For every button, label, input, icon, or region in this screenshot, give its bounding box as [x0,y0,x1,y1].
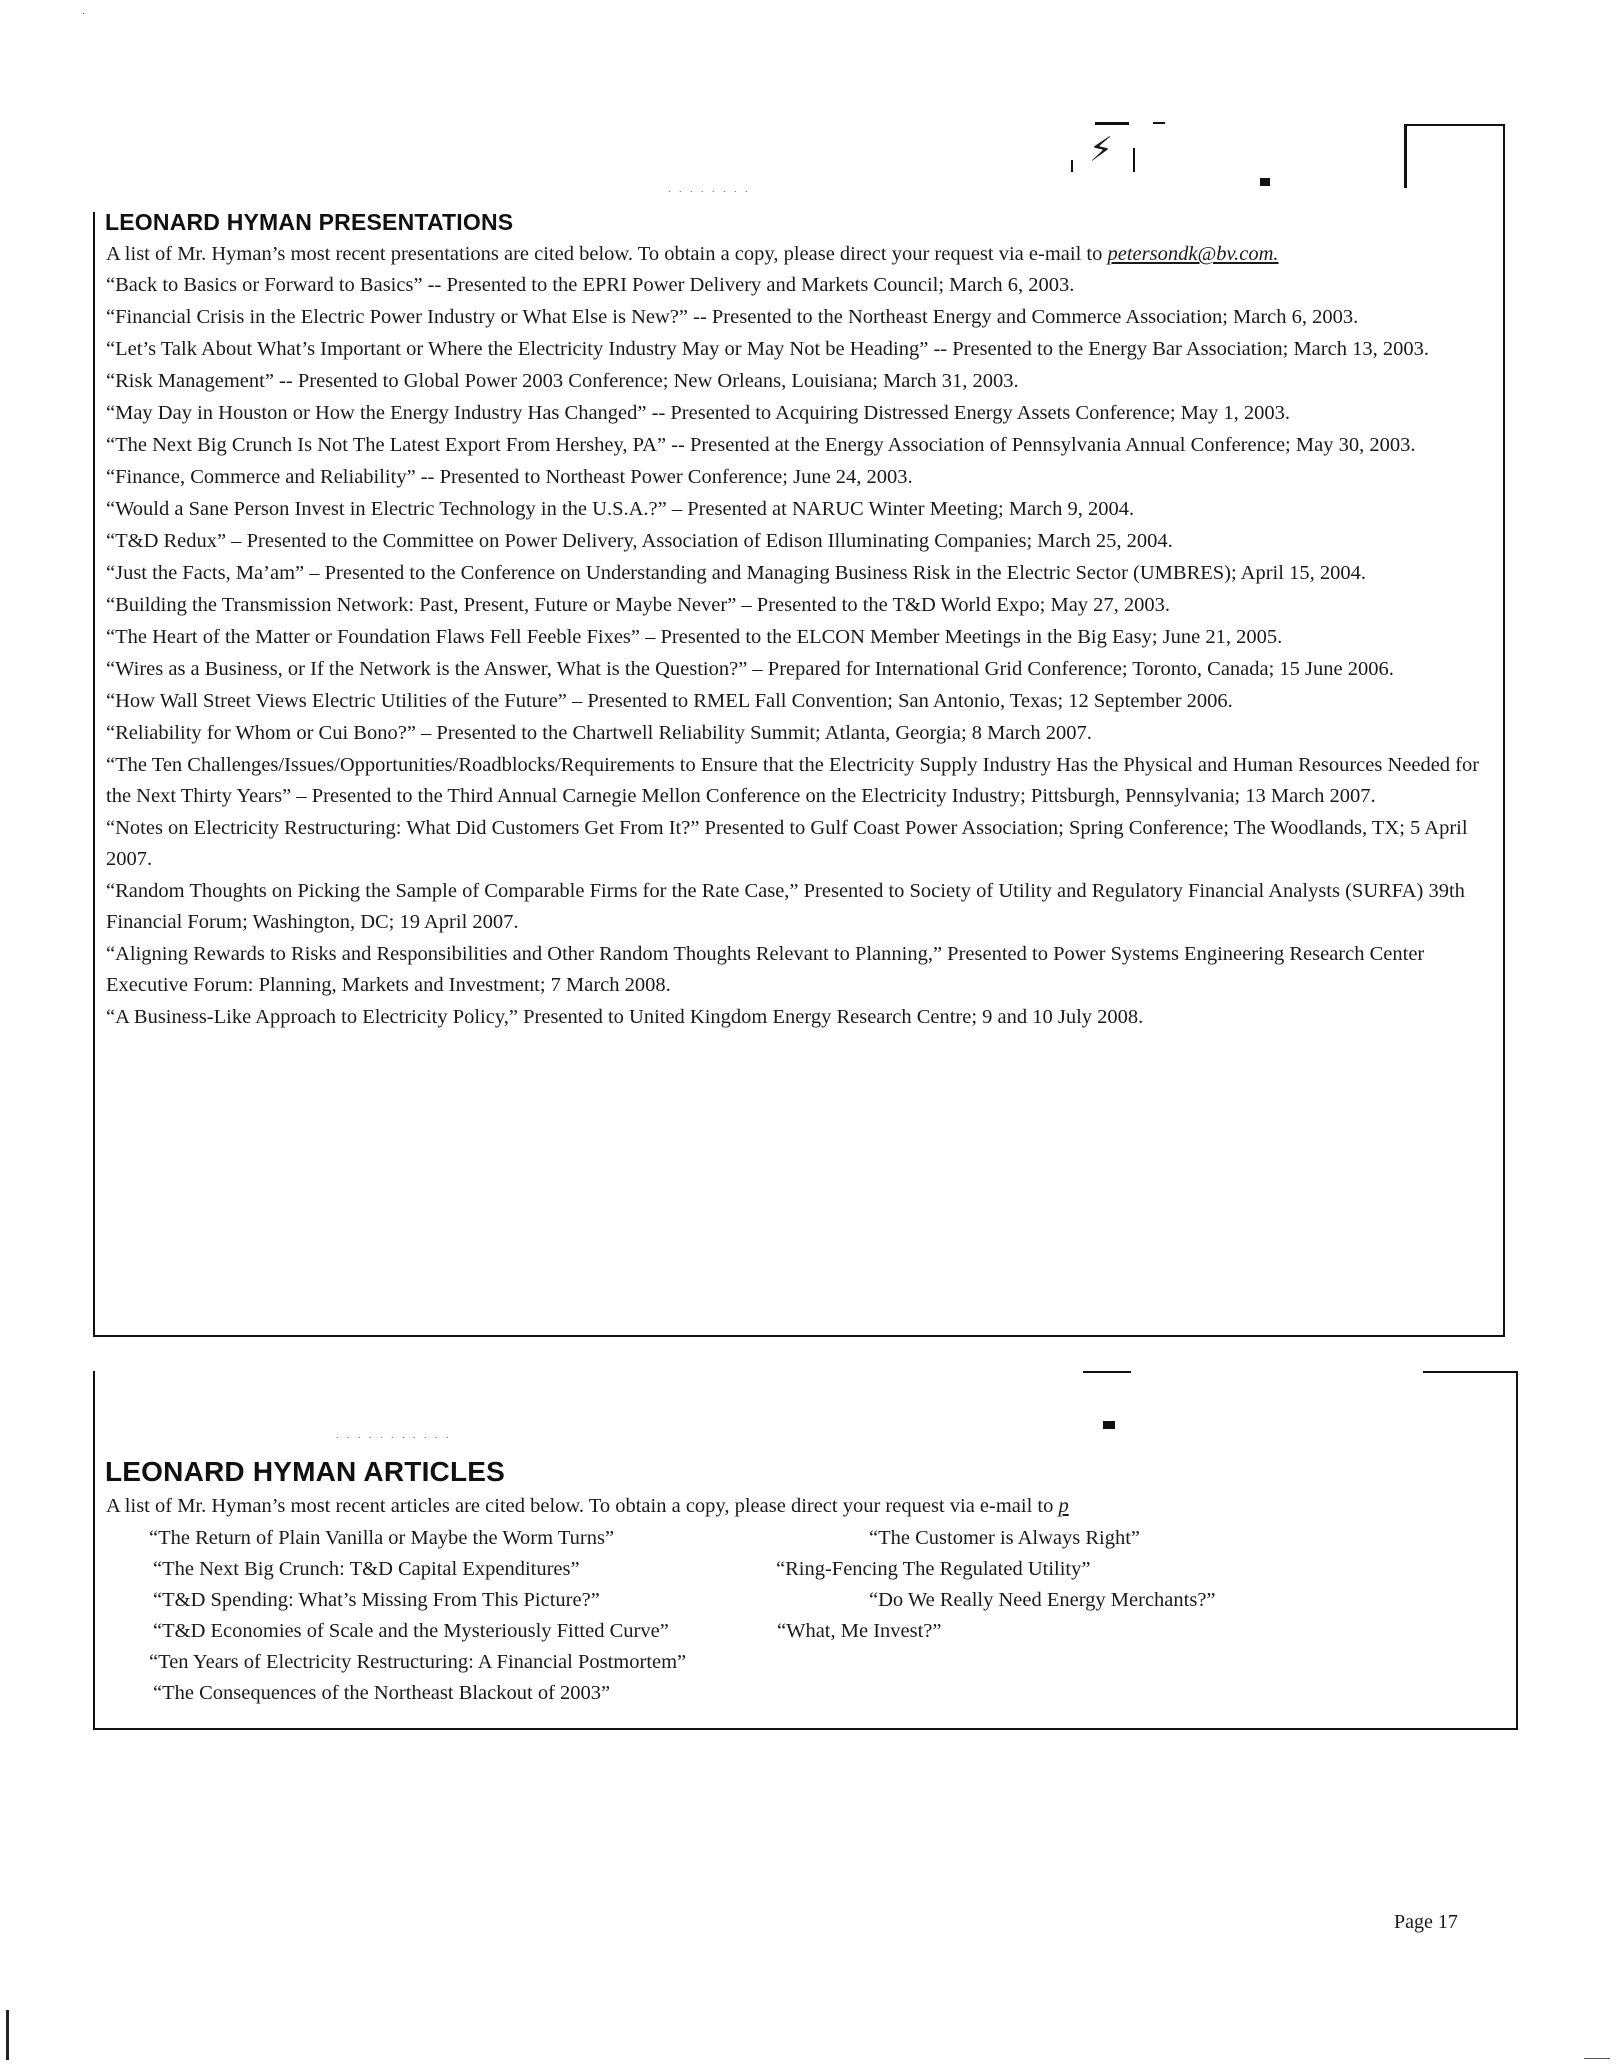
presentation-item: “T&D Redux” – Presented to the Committee on Power Delivery, Association of Edison Illuminating Companies; March 25, 2004. [106,530,1173,552]
presentation-item: “Just the Facts, Ma’am” – Presented to the Conference on Understanding and Managing Business Risk in the Electric Sector (UMBRES); April 15, 2004. [106,562,1366,584]
email-link[interactable]: petersondk@bv.com. [1107,243,1279,265]
article-item: “T&D Economies of Scale and the Mysteriously Fitted Curve” [153,1620,669,1642]
presentation-item: “Finance, Commerce and Reliability” -- Presented to Northeast Power Conference; June 24, 2003. [106,466,913,488]
presentation-item: “The Heart of the Matter or Foundation Flaws Fell Feeble Fixes” – Presented to the ELCON Member Meetings in the Big Easy; June 21, 2005. [106,626,1283,648]
presentation-item: “Financial Crisis in the Electric Power Industry or What Else is New?” -- Presented to the Northeast Energy and Commerce Association; March 6, 2003. [106,306,1359,328]
presentation-item: “The Ten Challenges/Issues/Opportunities/Roadblocks/Requirements to Ensure that the Electricity Supply Industry Has the Physical and Human Resources Needed for the Next Thirty Years” – Presented to the Third Annual Carnegie Mellon Conference on the Electricity Industry; Pittsburgh, Pennsylvania; 13 March 2007. [106,754,1480,807]
scan-edge-mark [6,2010,9,2060]
presentation-item: “Aligning Rewards to Risks and Responsibilities and Other Random Thoughts Relevant to Planning,” Presented to Power Systems Engineering Research Center Executive Forum: Planning, Markets and Investment; 7 March 2008. [106,943,1425,996]
article-item: “Ring-Fencing The Regulated Utility” [776,1558,1091,1580]
presentations-intro: A list of Mr. Hyman’s most recent presentations are cited below. To obtain a copy, please direct your request via e-mail to petersondk@bv.com. [106,243,1279,265]
scan-speck: . . . . . . . . . . . [336,1430,452,1440]
scan-edge-mark [1584,2058,1610,2059]
presentation-item: “Notes on Electricity Restructuring: What Did Customers Get From It?” Presented to Gulf Coast Power Association; Spring Conference; The Woodlands, TX; 5 April 2007. [106,817,1468,870]
presentation-item: “Risk Management” -- Presented to Global Power 2003 Conference; New Orleans, Louisiana; March 31, 2003. [106,370,1019,392]
article-item: “Ten Years of Electricity Restructuring: A Financial Postmortem” [149,1651,687,1673]
presentation-item: “Random Thoughts on Picking the Sample of Comparable Firms for the Rate Case,” Presented to Society of Utility and Regulatory Financial Analysts (SURFA) 39th Financial Forum; Washington, DC; 19 April 2007. [106,880,1465,933]
article-item: “What, Me Invest?” [777,1620,942,1642]
presentations-list [106,270,1501,1034]
presentation-item: “May Day in Houston or How the Energy Industry Has Changed” -- Presented to Acquiring Distressed Energy Assets Conference; May 1, 2003. [106,402,1291,424]
email-link[interactable]: p [1058,1495,1069,1517]
lightning-icon: ⚡ [1089,130,1113,170]
scan-speck: . . . . . . . . [668,184,751,194]
presentation-item: “How Wall Street Views Electric Utilities of the Future” – Presented to RMEL Fall Convention; San Antonio, Texas; 12 September 2006. [106,690,1233,712]
page-number: Page 17 [1394,1911,1458,1933]
presentation-item: “Back to Basics or Forward to Basics” -- Presented to the EPRI Power Delivery and Markets Council; March 6, 2003. [106,274,1075,296]
presentation-item: “Reliability for Whom or Cui Bono?” – Presented to the Chartwell Reliability Summit; Atlanta, Georgia; 8 March 2007. [106,722,1092,744]
article-item: “T&D Spending: What’s Missing From This Picture?” [153,1589,600,1611]
presentation-item: “Would a Sane Person Invest in Electric Technology in the U.S.A.?” – Presented at NARUC Winter Meeting; March 9, 2004. [106,498,1135,520]
article-item: “The Consequences of the Northeast Blackout of 2003” [153,1682,611,1704]
presentation-item: “Building the Transmission Network: Past, Present, Future or Maybe Never” – Presented to the T&D World Expo; May 27, 2003. [106,594,1171,616]
article-item: “The Return of Plain Vanilla or Maybe the Worm Turns” [149,1527,615,1549]
articles-heading: LEONARD HYMAN ARTICLES [105,1456,506,1487]
presentation-item: “Wires as a Business, or If the Network is the Answer, What is the Question?” – Prepared for International Grid Conference; Toronto, Canada; 15 June 2006. [106,658,1394,680]
scan-speck: · [82,8,88,18]
presentations-heading: LEONARD HYMAN PRESENTATIONS [105,209,514,235]
article-item: “The Next Big Crunch: T&D Capital Expenditures” [153,1558,580,1580]
presentation-item: “The Next Big Crunch Is Not The Latest Export From Hershey, PA” -- Presented at the Energy Association of Pennsylvania Annual Conference; May 30, 2003. [106,434,1416,456]
presentation-item: “A Business-Like Approach to Electricity Policy,” Presented to United Kingdom Energy Research Centre; 9 and 10 July 2008. [106,1006,1144,1028]
article-item: “The Customer is Always Right” [869,1527,1141,1549]
article-item: “Do We Really Need Energy Merchants?” [869,1589,1216,1611]
presentation-item: “Let’s Talk About What’s Important or Where the Electricity Industry May or May Not be Heading” -- Presented to the Energy Bar Association; March 13, 2003. [106,338,1429,360]
articles-intro: A list of Mr. Hyman’s most recent articles are cited below. To obtain a copy, please direct your request via e-mail to p [106,1495,1069,1517]
